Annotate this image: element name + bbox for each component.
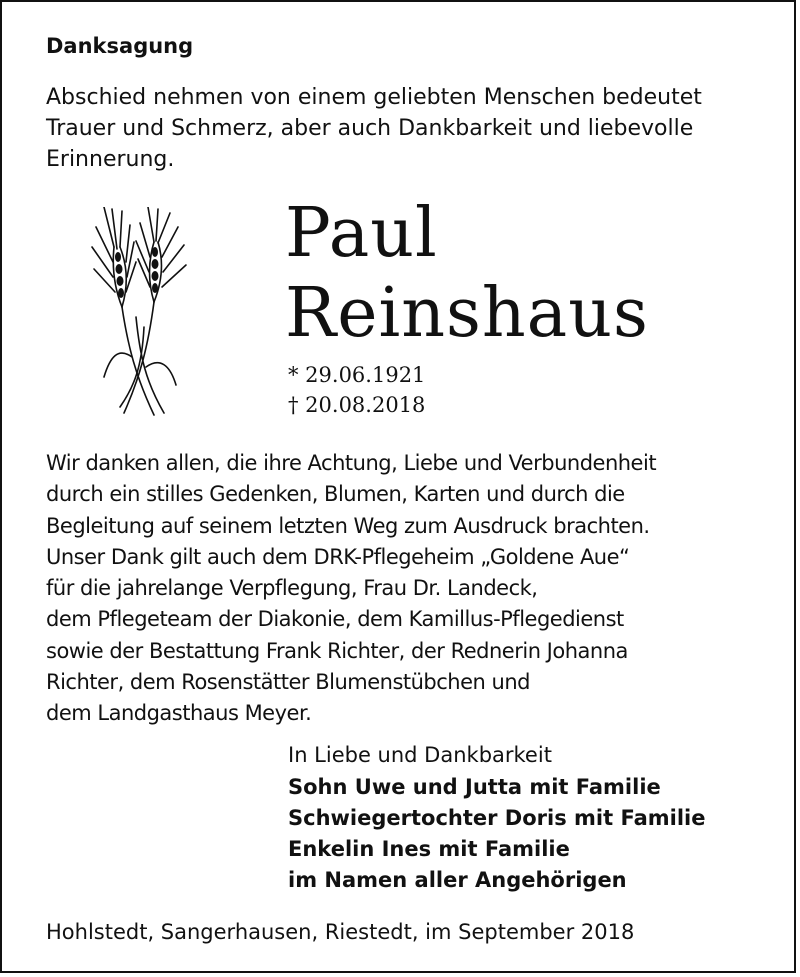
intro-text: Abschied nehmen von einem geliebten Menschen bedeutet Trauer und Schmerz, aber auch Dankbarkeit und liebevolle Erinnerung. [46,85,702,172]
family-line: im Namen aller Angehörigen [288,868,627,892]
place-and-date: Hohlstedt, Sangerhausen, Riestedt, im September 2018 [46,920,635,944]
family-line: Sohn Uwe und Jutta mit Familie [288,775,661,799]
thanks-line: Begleitung auf seinem letzten Weg zum Ausdruck brachten. [46,513,650,538]
thanks-line: für die jahrelange Verpflegung, Frau Dr. Landeck, [46,576,538,601]
thanks-line: Wir danken allen, die ihre Achtung, Liebe und Verbundenheit [46,451,657,475]
thanks-line: sowie der Bestattung Frank Richter, der Rednerin Johanna [46,638,628,663]
closing-line: In Liebe und Dankbarkeit [288,743,552,767]
thanks-text [46,448,786,730]
family-line: Schwiegertochter Doris mit Familie [288,806,706,830]
deceased-last-name: Reinshaus [285,274,649,353]
thanks-line: dem Landgasthaus Meyer. [46,701,312,726]
thanks-line: durch ein stilles Gedenken, Blumen, Karten und durch die [46,482,625,507]
heading: Danksagung [46,34,194,58]
thanks-line: dem Pflegeteam der Diakonie, dem Kamillus-Pflegedienst [46,607,624,632]
family-line: Enkelin Ines mit Familie [288,837,570,861]
birth-date: * 29.06.1921 [288,363,426,387]
family-signatures [288,772,705,896]
thanks-line: Richter, dem Rosenstätter Blumenstübchen und [46,670,530,695]
death-date: † 20.08.2018 [288,393,426,417]
deceased-first-name: Paul [285,194,438,273]
thanks-line: Unser Dank gilt auch dem DRK-Pflegeheim „Goldene Aue“ [46,544,630,569]
wheat-ears-icon [84,207,192,417]
